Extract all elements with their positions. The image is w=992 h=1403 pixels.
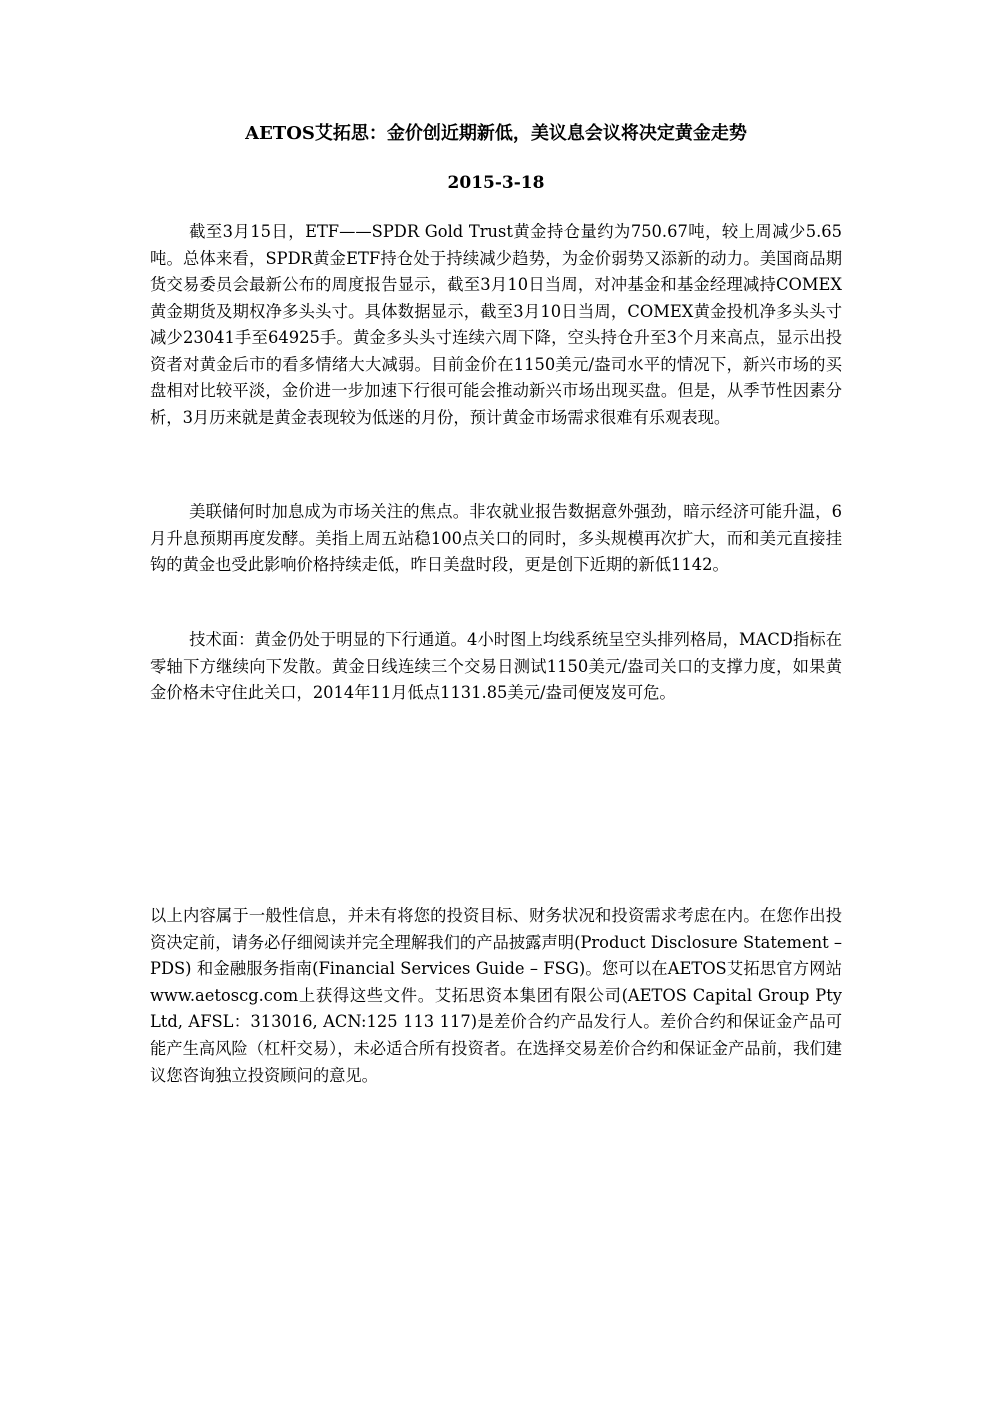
document-title: AETOS艾拓思：金价创近期新低，美议息会议将决定黄金走势 xyxy=(245,123,747,144)
paragraph-technical-analysis: 技术面：黄金仍处于明显的下行通道。4小时图上均线系统呈空头排列格局，MACD指标在零轴下方继续向下发散。黄金日线连续三个交易日测试1150美元/盎司关口的支撑力度，如果黄金价格未守住此关口，2014年11月低点1131.85美元/盎司便岌岌可危。 xyxy=(150,630,842,702)
risk-disclaimer: 以上内容属于一般性信息，并未有将您的投资目标、财务状况和投资需求考虑在内。在您作出投资决定前，请务必仔细阅读并完全理解我们的产品披露声明(Product Disclosure Statement – PDS) 和金融服务指南(Financial Services Guide – FSG)。您可以在AETOS艾拓思官方网站www.aetoscg.com上获得这些文件。艾拓思资本集团有限公司(AETOS Capital Group Pty Ltd, AFSL：313016, ACN:125 113 117)是差价合约产品发行人。差价合约和保证金产品可能产生高风险（杠杆交易），未必适合所有投资者。在选择交易差价合约和保证金产品前，我们建议您咨询独立投资顾问的意见。 xyxy=(150,906,842,1085)
paragraph-etf-holdings: 截至3月15日，ETF——SPDR Gold Trust黄金持仓量约为750.67吨，较上周减少5.65吨。总体来看，SPDR黄金ETF持仓处于持续减少趋势，为金价弱势又添新的动力。美国商品期货交易委员会最新公布的周度报告显示，截至3月10日当周，对冲基金和基金经理减持COMEX黄金期货及期权净多头头寸。具体数据显示，截至3月10日当周，COMEX黄金投机净多头头寸减少23041手至64925手。黄金多头头寸连续六周下降，空头持仓升至3个月来高点，显示出投资者对黄金后市的看多情绪大大减弱。目前金价在1150美元/盎司水平的情况下，新兴市场的买盘相对比较平淡，金价进一步加速下行很可能会推动新兴市场出现买盘。但是，从季节性因素分析，3月历来就是黄金表现较为低迷的月份，预计黄金市场需求很难有乐观表现。 xyxy=(150,222,842,427)
document-date: 2015-3-18 xyxy=(447,173,545,193)
paragraph-fed-rate-hike: 美联储何时加息成为市场关注的焦点。非农就业报告数据意外强劲，暗示经济可能升温，6月升息预期再度发酵。美指上周五站稳100点关口的同时，多头规模再次扩大，而和美元直接挂钩的黄金也受此影响价格持续走低，昨日美盘时段，更是创下近期的新低1142。 xyxy=(150,502,842,574)
